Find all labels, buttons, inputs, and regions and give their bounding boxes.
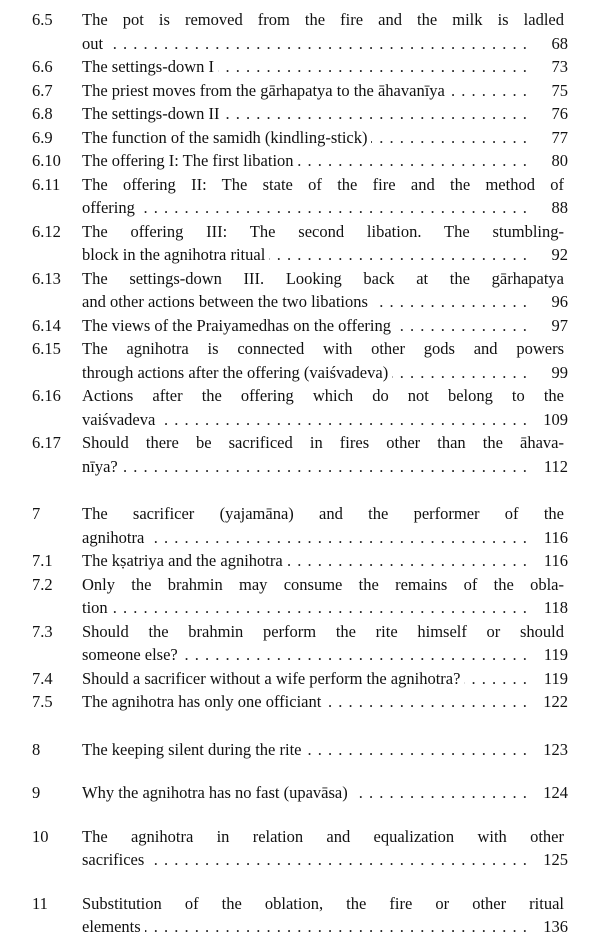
entry-title <box>82 55 568 79</box>
entry-title-line: The agnihotra in relation and equalization with other <box>82 825 568 849</box>
toc-entry <box>0 126 600 150</box>
page-number: 76 <box>534 102 568 126</box>
entry-title-line: through actions after the offering (vaiśvadeva) 99 . . . <box>82 361 568 385</box>
table-of-contents <box>0 8 600 939</box>
entry-title <box>82 690 568 714</box>
toc-entry <box>0 267 600 314</box>
entry-title-line: The settings-down I 73 . . . <box>82 55 568 79</box>
toc-entry <box>0 573 600 620</box>
toc-entry <box>0 667 600 691</box>
section-number: 7.4 <box>32 668 53 688</box>
entry-title <box>82 573 568 620</box>
page-number: 97 <box>534 314 568 338</box>
toc-entry <box>0 431 600 478</box>
toc-entry <box>0 79 600 103</box>
toc-entry <box>0 102 600 126</box>
section-number: 7 <box>32 504 41 523</box>
entry-title-line: tion 118 . . . <box>82 596 568 620</box>
entry-title <box>82 126 568 150</box>
entry-title-line: sacrifices 125 . . . <box>82 848 568 872</box>
entry-title <box>82 502 568 549</box>
section-number: 6.11 <box>32 174 61 194</box>
entry-title <box>82 825 568 872</box>
entry-title-line: The pot is removed from the fire and the milk is ladled <box>82 8 568 32</box>
entry-title-line: The function of the samidh (kindling-stick) 77 . . . <box>82 126 568 150</box>
page-number: 123 <box>534 738 568 762</box>
entry-title-line: The keeping silent during the rite 123 . . . <box>82 738 568 762</box>
entry-title <box>82 620 568 667</box>
entry-title-line: The views of the Praiyamedhas on the offering 97 . . . <box>82 314 568 338</box>
entry-title-line: The kṣatriya and the agnihotra 116 . . . <box>82 549 568 573</box>
entry-title-line: Should the brahmin perform the rite himself or should <box>82 620 568 644</box>
page-number: 92 <box>534 243 568 267</box>
entry-title-line: block in the agnihotra ritual 92 . . . <box>82 243 568 267</box>
entry-title-line: offering 88 . . . <box>82 196 568 220</box>
toc-entry <box>0 8 600 55</box>
entry-title-line: Substitution of the oblation, the fire or other ritual <box>82 892 568 916</box>
entry-title <box>82 337 568 384</box>
toc-entry <box>0 55 600 79</box>
toc-entry <box>0 892 600 939</box>
page-number: 116 <box>534 549 568 573</box>
entry-title-line: The settings-down III. Looking back at the gārhapatya <box>82 267 568 291</box>
toc-entry <box>0 384 600 431</box>
toc-entry <box>0 220 600 267</box>
entry-title-line: out 68 . . . <box>82 32 568 56</box>
page-number: 75 <box>534 79 568 103</box>
entry-title-line: agnihotra 116 . . . <box>82 526 568 550</box>
section-number: 6.14 <box>32 315 61 335</box>
entry-title <box>82 267 568 314</box>
entry-title <box>82 314 568 338</box>
entry-title-line: The agnihotra has only one officiant 122 . . . <box>82 690 568 714</box>
section-number: 6.17 <box>32 433 61 452</box>
entry-title-line: Should there be sacrificed in fires other than the āhava- <box>82 431 568 455</box>
entry-title-line: elements 136 . . . <box>82 915 568 939</box>
section-number: 7.5 <box>32 692 53 711</box>
page-number: 118 <box>534 596 568 620</box>
toc-entry <box>0 738 600 762</box>
section-number: 7.3 <box>32 621 53 641</box>
section-number: 7.1 <box>32 551 53 570</box>
entry-title-line: and other actions between the two libations 96 . . . <box>82 290 568 314</box>
section-number: 6.7 <box>32 80 53 100</box>
page-number: 122 <box>534 690 568 714</box>
entry-title <box>82 149 568 173</box>
page-number: 136 <box>534 915 568 939</box>
page-number: 73 <box>534 55 568 79</box>
entry-title-line: The agnihotra is connected with other gods and powers <box>82 337 568 361</box>
toc-entry <box>0 549 600 573</box>
toc-entry <box>0 337 600 384</box>
section-number: 6.15 <box>32 339 61 358</box>
section-number: 8 <box>32 739 41 759</box>
toc-entry <box>0 620 600 667</box>
page-number: 125 <box>534 848 568 872</box>
section-gap <box>0 761 600 781</box>
section-number: 10 <box>32 826 49 846</box>
toc-entry <box>0 173 600 220</box>
section-number: 6.12 <box>32 221 61 241</box>
section-number: 6.13 <box>32 268 61 288</box>
toc-entry <box>0 149 600 173</box>
entry-title <box>82 667 568 691</box>
section-number: 6.5 <box>32 10 53 29</box>
page-number: 119 <box>534 667 568 691</box>
page-number: 96 <box>534 290 568 314</box>
entry-title <box>82 738 568 762</box>
page-number: 124 <box>534 781 568 805</box>
entry-title-line: nīya? 112 . . . <box>82 455 568 479</box>
entry-title-line: The sacrificer (yajamāna) and the performer of the <box>82 502 568 526</box>
entry-title-line: Actions after the offering which do not belong to the <box>82 384 568 408</box>
toc-entry <box>0 781 600 805</box>
entry-title <box>82 8 568 55</box>
page-number: 80 <box>534 149 568 173</box>
entry-title-line: The settings-down II 76 . . . <box>82 102 568 126</box>
section-gap <box>0 714 600 738</box>
section-gap <box>0 872 600 892</box>
entry-title-line: The priest moves from the gārhapatya to the āhavanīya 75 . . . <box>82 79 568 103</box>
entry-title-line: The offering III: The second libation. The stumbling- <box>82 220 568 244</box>
page-number: 88 <box>534 196 568 220</box>
section-number: 6.8 <box>32 104 53 123</box>
entry-title <box>82 384 568 431</box>
section-gap <box>0 805 600 825</box>
section-number: 6.16 <box>32 386 61 405</box>
entry-title-line: someone else? 119 . . . <box>82 643 568 667</box>
entry-title <box>82 431 568 478</box>
page-number: 99 <box>534 361 568 385</box>
section-number: 6.10 <box>32 151 61 170</box>
entry-title <box>82 79 568 103</box>
entry-title-line: The offering II: The state of the fire and the method of <box>82 173 568 197</box>
page-number: 119 <box>534 643 568 667</box>
toc-entry <box>0 502 600 549</box>
section-number: 9 <box>32 783 41 802</box>
section-gap <box>0 478 600 502</box>
section-number: 11 <box>32 893 48 913</box>
entry-title <box>82 892 568 939</box>
toc-entry <box>0 825 600 872</box>
entry-title <box>82 549 568 573</box>
toc-entry <box>0 314 600 338</box>
entry-title <box>82 102 568 126</box>
toc-entry <box>0 690 600 714</box>
section-number: 6.6 <box>32 57 53 76</box>
page-number: 109 <box>534 408 568 432</box>
entry-title-line: vaiśvadeva 109 . . . <box>82 408 568 432</box>
entry-title-line: The offering I: The first libation 80 . . . <box>82 149 568 173</box>
entry-title-line: Should a sacrificer without a wife perform the agnihotra? 119 . . . <box>82 667 568 691</box>
section-number: 6.9 <box>32 127 53 147</box>
page-number: 68 <box>534 32 568 56</box>
page-number: 77 <box>534 126 568 150</box>
entry-title <box>82 781 568 805</box>
entry-title-line: Why the agnihotra has no fast (upavāsa) 124 . . . <box>82 781 568 805</box>
page-number: 112 <box>534 455 568 479</box>
section-number: 7.2 <box>32 574 53 594</box>
entry-title <box>82 220 568 267</box>
entry-title <box>82 173 568 220</box>
entry-title-line: Only the brahmin may consume the remains of the obla- <box>82 573 568 597</box>
page-number: 116 <box>534 526 568 550</box>
